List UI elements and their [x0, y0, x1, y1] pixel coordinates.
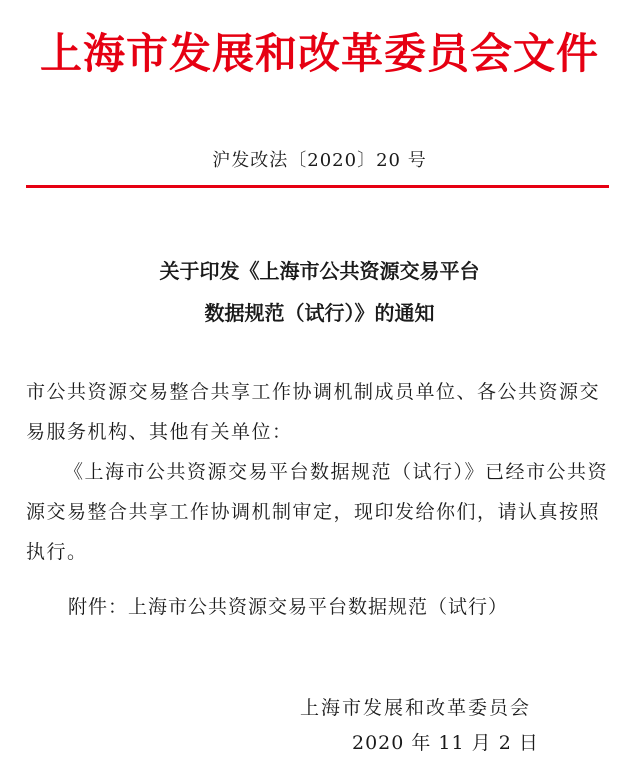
- main-paragraph: 《上海市公共资源交易平台数据规范（试行）》已经市公共资源交易整合共享工作协调机制审定，现印发给你们，请认真按照执行。: [26, 461, 609, 563]
- notice-title-line-1: 关于印发《上海市公共资源交易平台: [159, 259, 480, 283]
- signature-date: 2020 年 11 月 2 日: [352, 732, 539, 754]
- issuer-header: 上海市发展和改革委员会文件: [39, 29, 599, 78]
- notice-title: [0, 250, 639, 334]
- red-divider-line: [26, 185, 609, 188]
- attachment-line: 附件：上海市公共资源交易平台数据规范（试行）: [68, 596, 509, 618]
- document-number: 沪发改法〔2020〕20 号: [212, 150, 427, 171]
- signature-organization: 上海市发展和改革委员会: [300, 697, 532, 719]
- recipients-paragraph: 市公共资源交易整合共享工作协调机制成员单位、各公共资源交易服务机构、其他有关单位：: [26, 381, 601, 443]
- notice-body: [26, 372, 612, 572]
- notice-title-line-2: 数据规范（试行）》的通知: [204, 301, 435, 325]
